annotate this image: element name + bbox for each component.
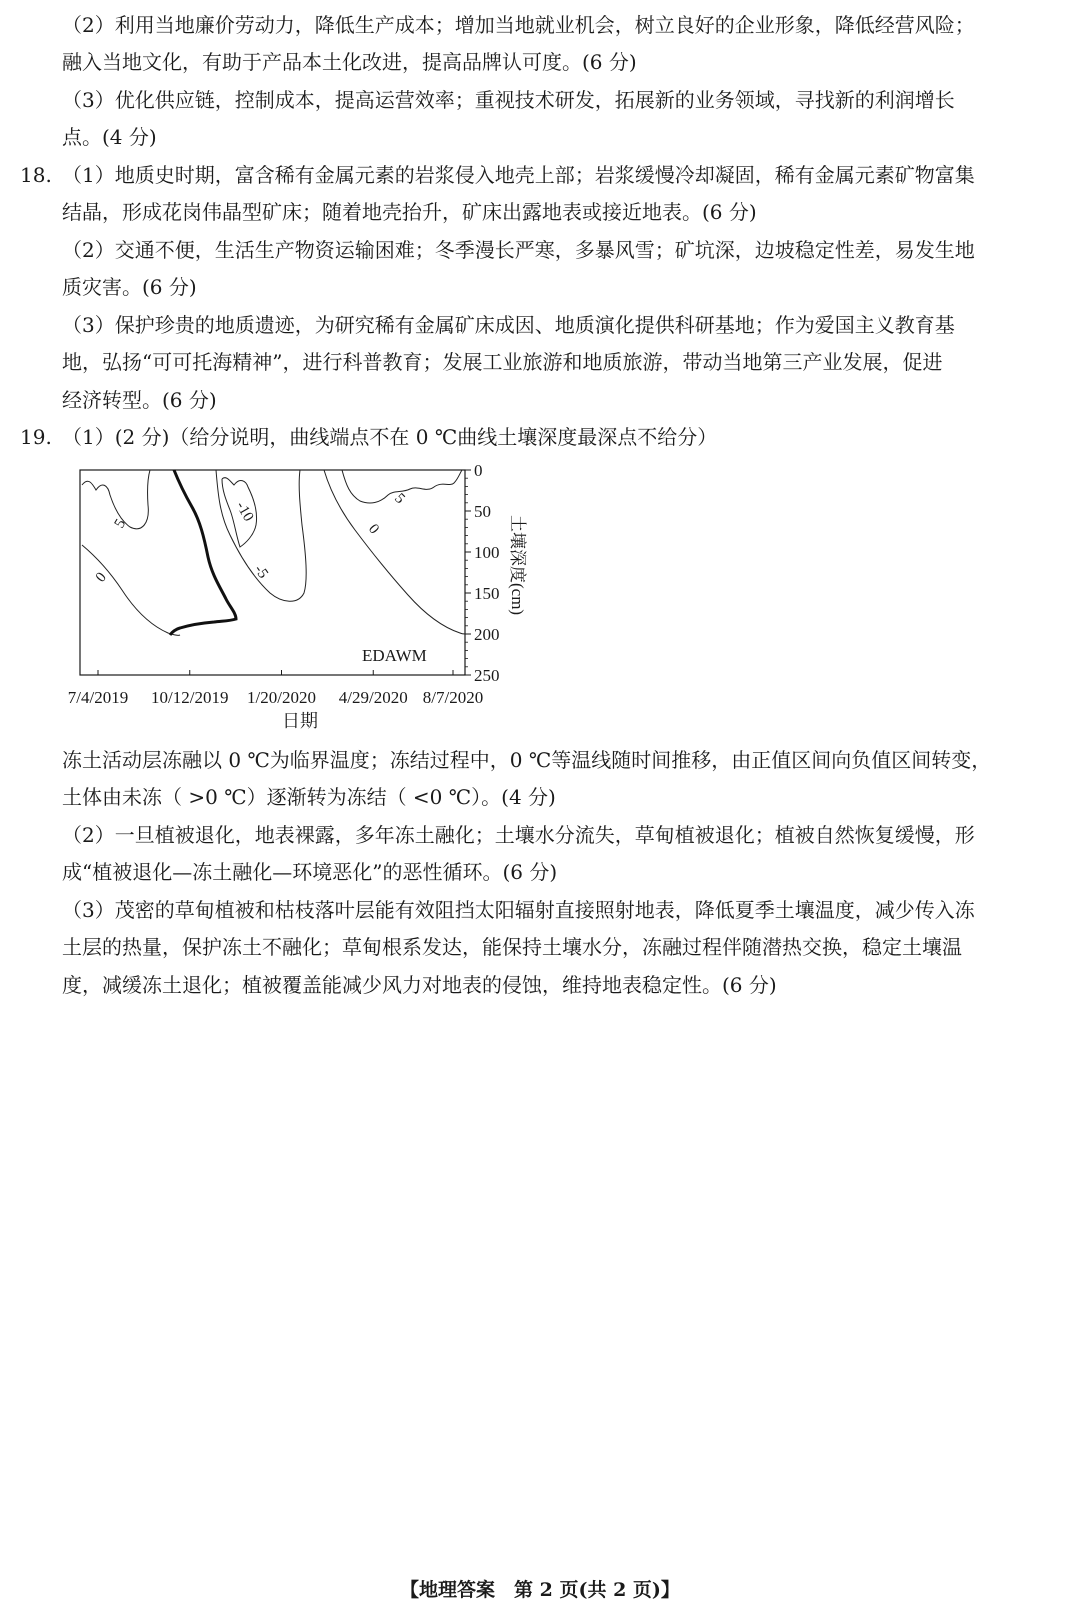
x-tick-label: 7/4/2019 — [67, 688, 129, 707]
contour-line-0-left — [82, 545, 180, 635]
contour-line-minus5 — [216, 470, 306, 601]
contour-chart-svg — [50, 465, 550, 750]
x-tick-label: 10/12/2019 — [151, 688, 229, 707]
y-axis-ticks — [465, 465, 500, 685]
question-number-19: 19. — [20, 425, 52, 449]
zero-isotherm-bold-curve — [170, 470, 236, 635]
answer-page: （2）利用当地廉价劳动力，降低生产成本；增加当地就业机会，树立良好的企业形象，降低经营风险； 融入当地文化，有助于产品本土化改进，提高品牌认可度。(6 分) （3）优化供应链，控制成本，提高运营效率；重视技术研发，拓展新的业务领域，寻找新的利润增长 点。(4 分) 18. （1）地质史时期，富含稀有金属元素的岩浆侵入地壳上部；岩浆缓慢冷却凝固，稀有金属元素矿物富集 结晶，形成花岗伟晶型矿床；随着地壳抬升，矿床出露地表或接近地表。(6 分) （2）交通不便，生活生产物资运输困难；冬季漫长严寒，多暴风雪；矿坑深，边坡稳定性差，易发生地 质灾害。(6 分) （3）保护珍贵的地质遗迹，为研究稀有金属矿床成因、地质演化提供科研基地；作为爱国主义教育基 地，弘扬“可可托海精神”，进行科普教育；发展工业旅游和地质旅游，带动当地第三产业发展，促进 经济转型。(6 分) 19. （1）(2 分)（给分说明，曲线端点不在 0 ℃曲线土壤深度最深点不给分） 0 50 100 150 200 250 5 0 -10 -5 5 0 EDAWM 土壤深度(cm) 7/4/2019 10/12/2019 1/20/2020 4/29/2020 8/7/2020 日期 冻土活动层冻融以 0 ℃为临界温度；冻结过程中，0 ℃等温线随时间推移，由正值区间向负值区间转变， 土体由未冻（ >0 ℃）逐渐转为冻结（ <0 ℃）。(4 分) （2）一旦植被退化，地表裸露，多年冻土融化；土壤水分流失，草甸植被退化；植被自然恢复缓慢，形 成“植被退化—冻土融化—环境恶化”的恶性循环。(6 分) （3）茂密的草甸植被和枯枝落叶层能有效阻挡太阳辐射直接照射地表，降低夏季土壤温度，减少传入冻 土层的热量，保护冻土不融化；草甸根系发达，能保持土壤水分，冻融过程伴随潜热交换，稳定土壤温 度，减缓冻土退化；植被覆盖能减少风力对地表的侵蚀，维持地表稳定性。(6 分) 【地理答案 第 2 页(共 2 页)】 — [0, 0, 1080, 1612]
y-tick-label: 200 — [474, 625, 500, 644]
y-tick-label: 100 — [474, 543, 500, 562]
x-tick-label: 4/29/2020 — [338, 688, 408, 707]
contour-label: 0 — [364, 521, 383, 538]
x-axis-title: 日期 — [282, 711, 318, 731]
question-number-18: 18. — [20, 163, 52, 187]
y-axis-title: 土壤深度(cm) — [508, 515, 527, 616]
chart-annotation-edawm: EDAWM — [362, 646, 427, 665]
contour-label: -5 — [250, 562, 271, 582]
y-tick-label: 50 — [474, 502, 491, 521]
y-tick-label: 250 — [474, 666, 500, 685]
x-tick-label: 8/7/2020 — [422, 688, 484, 707]
contour-label: -10 — [232, 499, 257, 525]
page-footer: 【地理答案 第 2 页(共 2 页)】 — [400, 1579, 680, 1601]
x-tick-label: 1/20/2020 — [247, 688, 316, 707]
plot-frame — [80, 470, 465, 675]
contour-label: 0 — [92, 569, 110, 586]
y-tick-label: 0 — [474, 465, 483, 480]
y-tick-label: 150 — [474, 584, 500, 603]
contour-line-0-right — [324, 470, 465, 634]
contour-label: 5 — [111, 516, 130, 531]
contour-label: 5 — [391, 490, 408, 508]
soil-temperature-contour-chart — [50, 465, 550, 750]
